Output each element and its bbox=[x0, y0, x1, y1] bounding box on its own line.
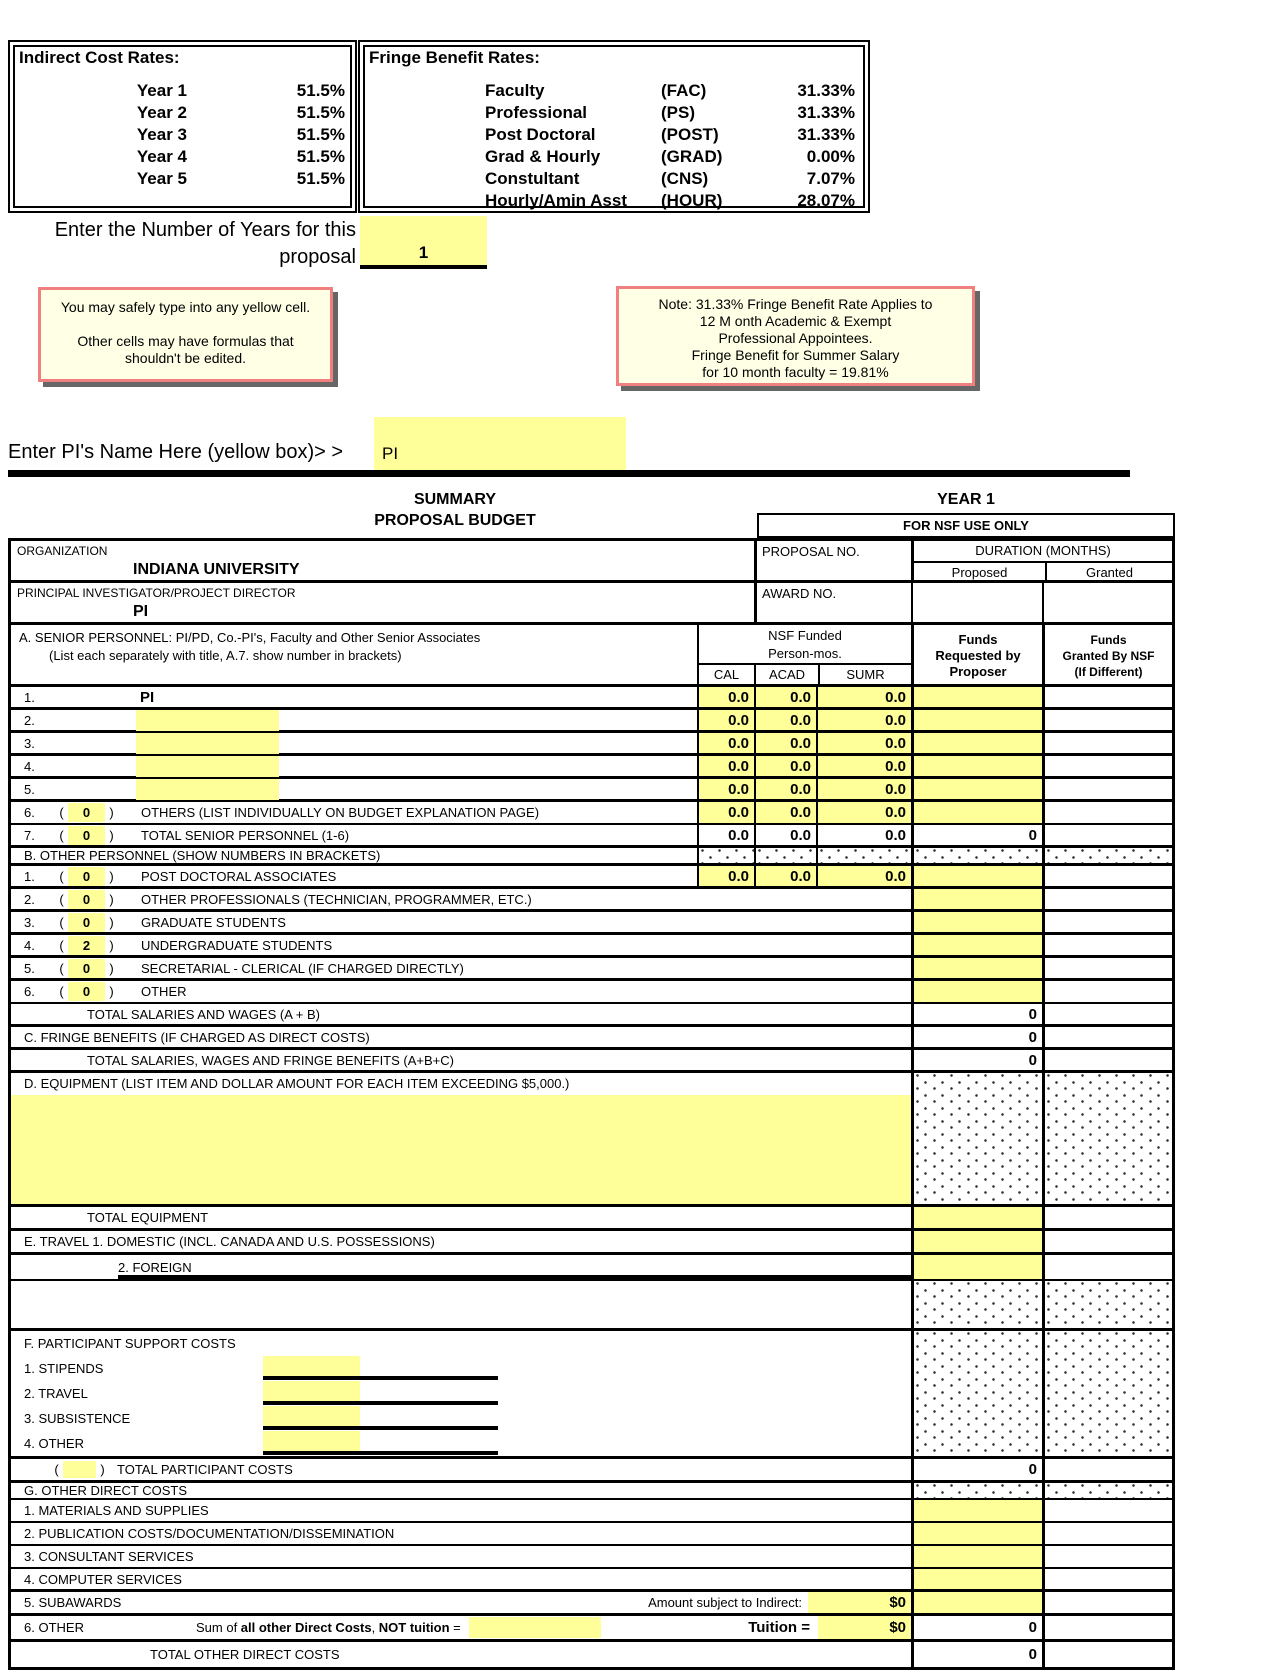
close-paren: ) bbox=[109, 827, 114, 843]
row-number: 1. bbox=[24, 689, 35, 705]
total-salaries-wages-fringe-row bbox=[11, 1050, 1172, 1073]
funds-granted-cell bbox=[1042, 733, 1172, 753]
travel-domestic-row bbox=[11, 1231, 1172, 1255]
row-label: TOTAL SALARIES, WAGES AND FRINGE BENEFITS (A+B+C) bbox=[87, 1052, 454, 1068]
total-other-direct-costs-row bbox=[11, 1642, 1172, 1670]
funds-granted-cell bbox=[1042, 1546, 1172, 1567]
category-code: (FAC) bbox=[661, 81, 707, 100]
underline bbox=[263, 1451, 498, 1455]
subawards-row bbox=[11, 1592, 1172, 1616]
funds-requested-cell[interactable] bbox=[911, 687, 1042, 707]
personnel-name: PI bbox=[140, 688, 155, 706]
rate-value: 31.33% bbox=[797, 125, 855, 144]
organization-row bbox=[11, 541, 1172, 583]
pi-label: PRINCIPAL INVESTIGATOR/PROJECT DIRECTOR bbox=[17, 586, 296, 600]
acad-cell[interactable]: 0.0 bbox=[754, 756, 816, 776]
underline bbox=[263, 1426, 498, 1430]
indirect-rate-row bbox=[15, 80, 350, 102]
sumr-cell[interactable]: 0.0 bbox=[816, 756, 911, 776]
funds-requested-cell[interactable] bbox=[911, 1569, 1042, 1589]
subawards-amount-input-cell[interactable]: $0 bbox=[808, 1592, 911, 1613]
open-paren: ( bbox=[59, 891, 64, 907]
other-personnel-row-6 bbox=[11, 981, 1172, 1004]
organization-cell bbox=[11, 541, 754, 580]
close-paren: ) bbox=[100, 1462, 105, 1477]
personnel-name-input[interactable] bbox=[136, 710, 279, 731]
open-paren: ( bbox=[59, 914, 64, 930]
indirect-cost-rates-box bbox=[8, 40, 357, 213]
section-d-title: D. EQUIPMENT (LIST ITEM AND DOLLAR AMOUNT FOR EACH ITEM EXCEEDING $5,000.) bbox=[24, 1076, 570, 1091]
category-code: (PS) bbox=[661, 103, 695, 122]
count-input-cell[interactable]: 0 bbox=[68, 959, 105, 978]
year-label: Year 2 bbox=[136, 103, 187, 122]
funds-granted-cell bbox=[1042, 802, 1172, 823]
funds-granted-cell bbox=[1042, 1459, 1172, 1480]
row-label: TOTAL PARTICIPANT COSTS bbox=[117, 1462, 293, 1477]
section-g-title: G. OTHER DIRECT COSTS bbox=[24, 1483, 187, 1498]
row-number: 4. bbox=[24, 937, 35, 953]
sumr-cell[interactable]: 0.0 bbox=[816, 802, 911, 823]
open-paren: ( bbox=[59, 937, 64, 953]
funds-granted-cell bbox=[1042, 687, 1172, 707]
funds-granted-cell bbox=[1042, 866, 1172, 886]
total-salaries-wages-row bbox=[11, 1004, 1172, 1027]
participant-support-block bbox=[11, 1331, 1172, 1459]
section-b-title: B. OTHER PERSONNEL (SHOW NUMBERS IN BRACKETS) bbox=[24, 847, 381, 863]
acad-cell[interactable]: 0.0 bbox=[754, 866, 816, 886]
duration-granted-label: Granted bbox=[1045, 563, 1172, 580]
fringe-rate-row bbox=[365, 80, 863, 102]
participant-count-input-cell[interactable] bbox=[63, 1461, 96, 1478]
row-label: GRADUATE STUDENTS bbox=[141, 914, 286, 930]
fringe-benefit-note: Note: 31.33% Fringe Benefit Rate Applies to 12 M onth Academic & Exempt Professional Appointees. Fringe Benefit for Summer Salary for 10 month faculty = 19.81% bbox=[616, 286, 975, 386]
senior-personnel-row-2 bbox=[11, 710, 1172, 733]
pi-name-value: PI bbox=[382, 444, 399, 463]
category-label: Faculty bbox=[485, 81, 545, 100]
acad-cell[interactable]: 0.0 bbox=[754, 733, 816, 753]
row-label: POST DOCTORAL ASSOCIATES bbox=[141, 868, 337, 884]
pi-name-prompt: Enter PI's Name Here (yellow box)> > bbox=[8, 441, 344, 463]
fringe-rate-row bbox=[365, 124, 863, 146]
row-label: 4. OTHER bbox=[24, 1436, 84, 1451]
travel-foreign-row bbox=[11, 1255, 1172, 1281]
funds-granted-cell bbox=[1042, 756, 1172, 776]
funds-granted-cell bbox=[1042, 1255, 1172, 1279]
indirect-rate-row bbox=[15, 168, 350, 190]
close-paren: ) bbox=[109, 960, 114, 976]
funds-requested-total-cell: 0 bbox=[911, 1616, 1042, 1639]
hatched-cell bbox=[911, 1281, 1042, 1328]
close-paren: ) bbox=[109, 868, 114, 884]
hatched-cell bbox=[1042, 1331, 1172, 1456]
row-label: 6. OTHER bbox=[24, 1620, 84, 1635]
hatched-cell bbox=[1042, 848, 1172, 863]
open-paren: ( bbox=[59, 868, 64, 884]
sumr-total-cell: 0.0 bbox=[816, 825, 911, 845]
count-input-cell[interactable]: 0 bbox=[68, 867, 105, 886]
budget-title: SUMMARY PROPOSAL BUDGET bbox=[374, 491, 536, 529]
category-label: Post Doctoral bbox=[485, 125, 596, 144]
fringe-benefits-row bbox=[11, 1027, 1172, 1050]
total-participant-costs-row bbox=[11, 1459, 1172, 1483]
year-heading: YEAR 1 bbox=[937, 491, 995, 508]
row-number: 5. bbox=[24, 960, 35, 976]
funds-requested-cell[interactable] bbox=[911, 866, 1042, 886]
row-number: 4. bbox=[24, 758, 35, 774]
underline bbox=[263, 1376, 498, 1380]
row-label: TOTAL SENIOR PERSONNEL (1-6) bbox=[141, 827, 350, 843]
personnel-name-input[interactable] bbox=[136, 779, 279, 800]
duration-cell bbox=[911, 541, 1172, 580]
total-equipment-row bbox=[11, 1207, 1172, 1231]
proposal-no-cell: PROPOSAL NO. bbox=[754, 541, 911, 580]
section-c-title: C. FRINGE BENEFITS (IF CHARGED AS DIRECT COSTS) bbox=[24, 1029, 370, 1045]
acad-cell[interactable]: 0.0 bbox=[754, 687, 816, 707]
row-label: 3. CONSULTANT SERVICES bbox=[24, 1549, 194, 1564]
other-costs-note: Sum of all other Direct Costs, NOT tuition = bbox=[196, 1620, 461, 1635]
section-b-header-row bbox=[11, 848, 1172, 866]
years-input-cell[interactable]: 1 bbox=[360, 216, 487, 269]
sumr-cell[interactable]: 0.0 bbox=[816, 733, 911, 753]
year-label: Year 1 bbox=[136, 81, 187, 100]
funds-requested-cell[interactable] bbox=[911, 912, 1042, 932]
pi-cell bbox=[11, 583, 754, 622]
funds-granted-cell bbox=[1042, 1231, 1172, 1252]
participant-item bbox=[24, 1356, 911, 1381]
rate-value: 7.07% bbox=[806, 169, 855, 188]
senior-personnel-row-6 bbox=[11, 802, 1172, 825]
funds-granted-cell bbox=[1042, 889, 1172, 909]
count-input-cell[interactable]: 0 bbox=[68, 890, 105, 909]
category-label: Grad & Hourly bbox=[485, 147, 601, 166]
close-paren: ) bbox=[109, 984, 114, 999]
funds-granted-cell bbox=[1042, 1027, 1172, 1047]
count-input-cell[interactable]: 2 bbox=[68, 936, 105, 955]
rate-value: 31.33% bbox=[797, 103, 855, 122]
rate-value: 51.5% bbox=[296, 125, 345, 144]
budget-table bbox=[8, 538, 1175, 1670]
funds-granted-cell bbox=[1042, 825, 1172, 845]
funds-requested-cell[interactable] bbox=[911, 958, 1042, 978]
rate-value: 28.07% bbox=[797, 191, 855, 210]
funds-granted-cell bbox=[1042, 1500, 1172, 1521]
funds-granted-cell bbox=[1042, 779, 1172, 799]
stipends-input-cell[interactable] bbox=[263, 1356, 360, 1376]
category-code: (POST) bbox=[661, 125, 719, 144]
acad-cell[interactable]: 0.0 bbox=[754, 710, 816, 730]
funds-requested-cell[interactable] bbox=[911, 1255, 1042, 1279]
fringe-rate-row bbox=[365, 102, 863, 124]
category-label: Hourly/Amin Asst bbox=[485, 191, 628, 210]
funds-requested-cell[interactable] bbox=[911, 1207, 1042, 1228]
close-paren: ) bbox=[109, 891, 114, 907]
funds-requested-cell[interactable] bbox=[911, 710, 1042, 730]
funds-requested-cell[interactable] bbox=[911, 1523, 1042, 1544]
funds-requested-cell[interactable] bbox=[911, 733, 1042, 753]
year-label: Year 5 bbox=[136, 169, 187, 188]
hatched-cell bbox=[911, 1483, 1042, 1498]
cal-total-cell: 0.0 bbox=[697, 825, 754, 845]
row-label: 1. MATERIALS AND SUPPLIES bbox=[24, 1503, 209, 1518]
hatched-cell bbox=[754, 848, 816, 863]
row-label: 2. PUBLICATION COSTS/DOCUMENTATION/DISSEMINATION bbox=[24, 1526, 395, 1541]
acad-column-header: ACAD bbox=[754, 665, 818, 684]
cal-cell[interactable]: 0.0 bbox=[697, 866, 754, 886]
other-input-cell[interactable] bbox=[263, 1431, 360, 1451]
row-number: 5. bbox=[24, 781, 35, 797]
computer-services-row bbox=[11, 1569, 1172, 1592]
equipment-list-input-area[interactable] bbox=[11, 1095, 911, 1204]
year-label: Year 3 bbox=[136, 125, 187, 144]
award-proposed-cell bbox=[911, 583, 1042, 622]
fringe-benefit-rates-box bbox=[358, 40, 870, 213]
funds-requested-cell[interactable] bbox=[911, 802, 1042, 823]
senior-personnel-row-4 bbox=[11, 756, 1172, 779]
other-personnel-row-1 bbox=[11, 866, 1172, 889]
organization-value: INDIANA UNIVERSITY bbox=[133, 561, 300, 578]
pi-value-text: PI bbox=[133, 603, 149, 620]
tuition-amount-input-cell[interactable]: $0 bbox=[818, 1616, 911, 1639]
duration-label: DURATION (MONTHS) bbox=[975, 543, 1111, 558]
row-label: 4. COMPUTER SERVICES bbox=[24, 1571, 182, 1587]
funds-granted-cell bbox=[1042, 1569, 1172, 1589]
row-number: 2. bbox=[24, 712, 35, 728]
funds-granted-header: Funds Granted By NSF (If Different) bbox=[1042, 625, 1172, 684]
row-number: 1. bbox=[24, 868, 35, 884]
section-e-title: E. TRAVEL 1. DOMESTIC (INCL. CANADA AND U.S. POSSESSIONS) bbox=[24, 1234, 435, 1249]
close-paren: ) bbox=[109, 937, 114, 953]
funds-requested-total-cell: 0 bbox=[911, 1004, 1042, 1024]
row-number: 6. bbox=[24, 805, 35, 820]
publication-costs-row bbox=[11, 1523, 1172, 1546]
other-costs-input-cell[interactable] bbox=[469, 1617, 601, 1638]
organization-label: ORGANIZATION bbox=[17, 544, 108, 558]
funds-granted-cell bbox=[1042, 958, 1172, 978]
hatched-cell bbox=[816, 848, 911, 863]
sumr-column-header: SUMR bbox=[818, 665, 911, 684]
category-code: (HOUR) bbox=[661, 191, 723, 210]
hatched-cell bbox=[697, 848, 754, 863]
section-f-title: F. PARTICIPANT SUPPORT COSTS bbox=[24, 1336, 236, 1351]
fringe-rate-row bbox=[365, 146, 863, 168]
funds-granted-cell bbox=[1042, 935, 1172, 955]
hatched-cell bbox=[1042, 1483, 1172, 1498]
row-label: 3. SUBSISTENCE bbox=[24, 1411, 131, 1426]
other-direct-cost-row bbox=[11, 1616, 1172, 1642]
open-paren: ( bbox=[59, 984, 64, 999]
funds-granted-cell bbox=[1042, 1523, 1172, 1544]
participant-item bbox=[24, 1431, 911, 1456]
funds-requested-cell[interactable] bbox=[911, 889, 1042, 909]
underline bbox=[118, 1275, 911, 1280]
funds-requested-total-cell: 0 bbox=[911, 1050, 1042, 1070]
category-label: Constultant bbox=[485, 169, 580, 188]
funds-granted-cell bbox=[1042, 1592, 1172, 1613]
funds-granted-cell bbox=[1042, 1050, 1172, 1070]
award-no-cell: AWARD NO. bbox=[754, 583, 911, 622]
funds-requested-cell[interactable] bbox=[911, 1592, 1042, 1613]
row-label: SECRETARIAL - CLERICAL (IF CHARGED DIRECTLY) bbox=[141, 960, 464, 976]
pi-name-input-cell[interactable] bbox=[374, 417, 626, 470]
funds-requested-header: Funds Requested by Proposer bbox=[911, 625, 1042, 684]
pi-row bbox=[11, 583, 1172, 625]
section-g-header-row bbox=[11, 1483, 1172, 1500]
row-number: 6. bbox=[24, 984, 35, 999]
indirect-rate-row bbox=[15, 146, 350, 168]
rate-value: 0.00% bbox=[806, 147, 855, 166]
funds-requested-cell[interactable] bbox=[911, 1231, 1042, 1252]
funds-granted-cell bbox=[1042, 1207, 1172, 1228]
row-number: 2. bbox=[24, 891, 35, 907]
sumr-cell[interactable]: 0.0 bbox=[816, 687, 911, 707]
acad-cell[interactable]: 0.0 bbox=[754, 802, 816, 823]
funds-requested-cell[interactable] bbox=[911, 779, 1042, 799]
hatched-cell bbox=[911, 1331, 1042, 1456]
funds-requested-cell[interactable] bbox=[911, 935, 1042, 955]
count-input-cell[interactable]: 0 bbox=[68, 803, 105, 822]
travel-spacer-block bbox=[11, 1281, 1172, 1331]
row-label: TOTAL OTHER DIRECT COSTS bbox=[150, 1647, 340, 1662]
row-label: 5. SUBAWARDS bbox=[24, 1595, 122, 1610]
funds-requested-total-cell: 0 bbox=[911, 1459, 1042, 1480]
person-months-header: NSF Funded Person-mos. CAL ACAD SUMR bbox=[697, 625, 911, 684]
funds-granted-cell bbox=[1042, 981, 1172, 1002]
funds-requested-total-cell: 0 bbox=[911, 825, 1042, 845]
cal-cell[interactable]: 0.0 bbox=[697, 779, 754, 799]
cal-cell[interactable]: 0.0 bbox=[697, 802, 754, 823]
years-prompt: Enter the Number of Years for this proposal bbox=[54, 219, 356, 268]
open-paren: ( bbox=[59, 827, 64, 843]
rate-value: 51.5% bbox=[296, 147, 345, 166]
count-input-cell[interactable]: 0 bbox=[68, 913, 105, 932]
funds-requested-total-cell: 0 bbox=[911, 1027, 1042, 1047]
open-paren: ( bbox=[59, 960, 64, 976]
hatched-cell bbox=[911, 1073, 1042, 1204]
sumr-cell[interactable]: 0.0 bbox=[816, 779, 911, 799]
row-label: OTHER PROFESSIONALS (TECHNICIAN, PROGRAMMER, ETC.) bbox=[141, 891, 532, 907]
equipment-block bbox=[11, 1073, 1172, 1207]
close-paren: ) bbox=[109, 914, 114, 930]
indirect-rate-row bbox=[15, 124, 350, 146]
row-number: 3. bbox=[24, 735, 35, 751]
open-paren: ( bbox=[59, 805, 64, 820]
indirect-rate-row bbox=[15, 102, 350, 124]
sumr-cell[interactable]: 0.0 bbox=[816, 710, 911, 730]
funds-granted-cell bbox=[1042, 1642, 1172, 1667]
row-label: UNDERGRADUATE STUDENTS bbox=[141, 937, 333, 953]
row-number: 3. bbox=[24, 914, 35, 930]
senior-personnel-total-row bbox=[11, 825, 1172, 848]
other-personnel-row-3 bbox=[11, 912, 1172, 935]
personnel-name-input[interactable] bbox=[136, 733, 279, 754]
award-granted-cell bbox=[1042, 583, 1172, 622]
open-paren: ( bbox=[54, 1462, 59, 1477]
row-label: 1. STIPENDS bbox=[24, 1361, 104, 1376]
travel-input-cell[interactable] bbox=[263, 1381, 360, 1401]
senior-personnel-row-5 bbox=[11, 779, 1172, 802]
category-code: (CNS) bbox=[661, 169, 709, 188]
sumr-cell[interactable]: 0.0 bbox=[816, 866, 911, 886]
acad-cell[interactable]: 0.0 bbox=[754, 779, 816, 799]
duration-proposed-label: Proposed bbox=[951, 565, 1008, 580]
cal-cell[interactable]: 0.0 bbox=[697, 733, 754, 753]
section-a-title-cell: A. SENIOR PERSONNEL: PI/PD, Co.-PI's, Faculty and Other Senior Associates (List each separately with title, A.7. show number in brackets) bbox=[19, 630, 481, 663]
participant-item bbox=[24, 1406, 911, 1431]
row-label: TOTAL SALARIES AND WAGES (A + B) bbox=[87, 1006, 320, 1022]
funds-requested-cell[interactable] bbox=[911, 1546, 1042, 1567]
row-label: 2. FOREIGN bbox=[118, 1259, 192, 1275]
fringe-benefit-rates-title: Fringe Benefit Rates: bbox=[369, 48, 540, 67]
indirect-note: Amount subject to Indirect: bbox=[648, 1595, 802, 1610]
acad-total-cell: 0.0 bbox=[754, 825, 816, 845]
senior-personnel-row-1 bbox=[11, 687, 1172, 710]
hatched-cell bbox=[911, 848, 1042, 863]
section-a-header-row bbox=[11, 625, 1172, 687]
rate-value: 51.5% bbox=[296, 169, 345, 188]
cal-cell[interactable]: 0.0 bbox=[697, 756, 754, 776]
other-personnel-row-2 bbox=[11, 889, 1172, 912]
other-personnel-row-4 bbox=[11, 935, 1172, 958]
funds-requested-total-cell: 0 bbox=[911, 1642, 1042, 1667]
row-label: OTHER bbox=[141, 984, 187, 999]
hatched-cell bbox=[1042, 1281, 1172, 1328]
yellow-cell-note: You may safely type into any yellow cell. Other cells may have formulas that shouldn't be edited. bbox=[38, 287, 333, 382]
consultant-services-row bbox=[11, 1546, 1172, 1569]
other-personnel-row-5 bbox=[11, 958, 1172, 981]
cal-column-header: CAL bbox=[713, 667, 740, 682]
hatched-cell bbox=[1042, 1073, 1172, 1204]
count-input-cell[interactable]: 0 bbox=[68, 982, 105, 1001]
category-label: Professional bbox=[485, 103, 588, 122]
funds-granted-cell bbox=[1042, 710, 1172, 730]
underline bbox=[263, 1401, 498, 1405]
funds-granted-cell bbox=[1042, 1616, 1172, 1639]
fringe-rate-row bbox=[365, 190, 863, 212]
row-label: 2. TRAVEL bbox=[24, 1386, 88, 1401]
category-code: (GRAD) bbox=[661, 147, 723, 166]
nsf-use-only-box: FOR NSF USE ONLY bbox=[757, 513, 1175, 538]
rate-value: 51.5% bbox=[296, 81, 345, 100]
funds-requested-cell[interactable] bbox=[911, 981, 1042, 1002]
tuition-label: Tuition = bbox=[748, 1619, 810, 1636]
personnel-name-input[interactable] bbox=[136, 756, 279, 777]
senior-personnel-row-3 bbox=[11, 733, 1172, 756]
participant-item bbox=[24, 1381, 911, 1406]
funds-granted-cell bbox=[1042, 912, 1172, 932]
materials-supplies-row bbox=[11, 1500, 1172, 1523]
year-label: Year 4 bbox=[136, 147, 187, 166]
row-label: OTHERS (LIST INDIVIDUALLY ON BUDGET EXPLANATION PAGE) bbox=[141, 805, 540, 820]
cal-cell[interactable]: 0.0 bbox=[697, 687, 754, 707]
rate-value: 51.5% bbox=[296, 103, 345, 122]
funds-requested-cell[interactable] bbox=[911, 756, 1042, 776]
subsistence-input-cell[interactable] bbox=[263, 1406, 360, 1426]
funds-requested-cell[interactable] bbox=[911, 1500, 1042, 1521]
row-number: 7. bbox=[24, 827, 35, 843]
funds-granted-cell bbox=[1042, 1004, 1172, 1024]
close-paren: ) bbox=[109, 805, 114, 820]
count-cell[interactable]: 0 bbox=[68, 826, 105, 845]
fringe-rate-row bbox=[365, 168, 863, 190]
cal-cell[interactable]: 0.0 bbox=[697, 710, 754, 730]
rate-value: 31.33% bbox=[797, 81, 855, 100]
row-label: TOTAL EQUIPMENT bbox=[87, 1210, 209, 1225]
divider-rule bbox=[8, 470, 1130, 477]
indirect-cost-rates-title: Indirect Cost Rates: bbox=[19, 48, 180, 67]
